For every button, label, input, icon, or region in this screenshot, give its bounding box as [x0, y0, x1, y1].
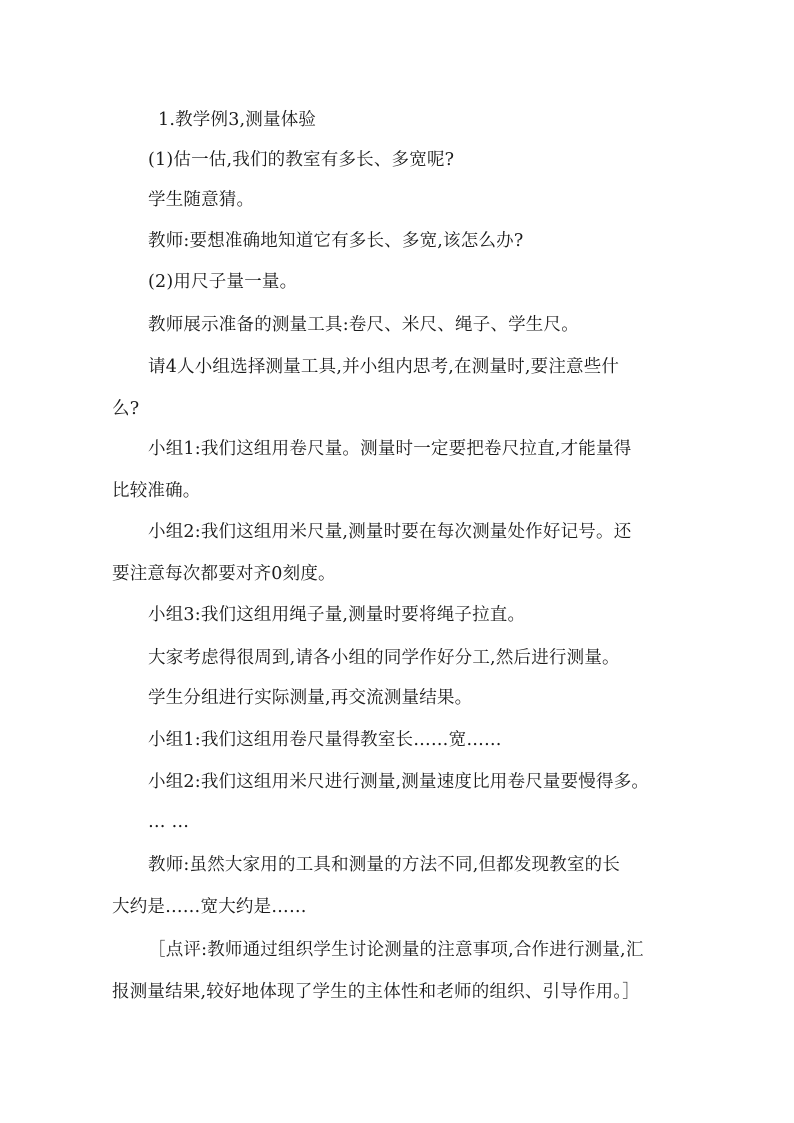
paragraph-line: 小组1:我们这组用卷尺量。测量时一定要把卷尺拉直,才能量得 [148, 439, 632, 459]
paragraph-line: 要注意每次都要对齐0刻度。 [112, 564, 336, 584]
paragraph-line: 小组1:我们这组用卷尺量得教室长……宽…… [148, 730, 502, 750]
section-heading: 1.教学例3,测量体验 [158, 110, 317, 130]
paragraph-line: 教师:虽然大家用的工具和测量的方法不同,但都发现教室的长 [148, 855, 621, 875]
paragraph-line: 大约是……宽大约是…… [112, 897, 307, 917]
paragraph-line: 教师展示准备的测量工具:卷尺、米尺、绳子、学生尺。 [148, 315, 579, 335]
paragraph-line: 小组3:我们这组用绳子量,测量时要将绳子拉直。 [148, 605, 526, 625]
paragraph-line: 教师:要想准确地知道它有多长、多宽,该怎么办? [148, 231, 524, 251]
commentary-line: 报测量结果,较好地体现了学生的主体性和老师的组织、引导作用。］ [112, 982, 641, 1002]
paragraph-line: 小组2:我们这组用米尺量,测量时要在每次测量处作好记号。还 [148, 522, 632, 542]
paragraph-line: 么? [112, 399, 140, 419]
paragraph-line: 请4人小组选择测量工具,并小组内思考,在测量时,要注意些什 [148, 357, 620, 377]
paragraph-line: 学生随意猜。 [148, 190, 255, 210]
paragraph-line: 学生分组进行实际测量,再交流测量结果。 [148, 688, 473, 708]
ellipsis-line: … … [148, 812, 190, 832]
paragraph-line: (2)用尺子量一量。 [148, 272, 298, 292]
commentary-line: ［点评:教师通过组织学生讨论测量的注意事项,合作进行测量,汇 [148, 940, 644, 960]
paragraph-line: 小组2:我们这组用米尺进行测量,测量速度比用卷尺量要慢得多。 [148, 772, 650, 792]
paragraph-line: 比较准确。 [112, 481, 201, 501]
paragraph-line: (1)估一估,我们的教室有多长、多宽呢? [148, 150, 455, 170]
paragraph-line: 大家考虑得很周到,请各小组的同学作好分工,然后进行测量。 [148, 648, 620, 668]
